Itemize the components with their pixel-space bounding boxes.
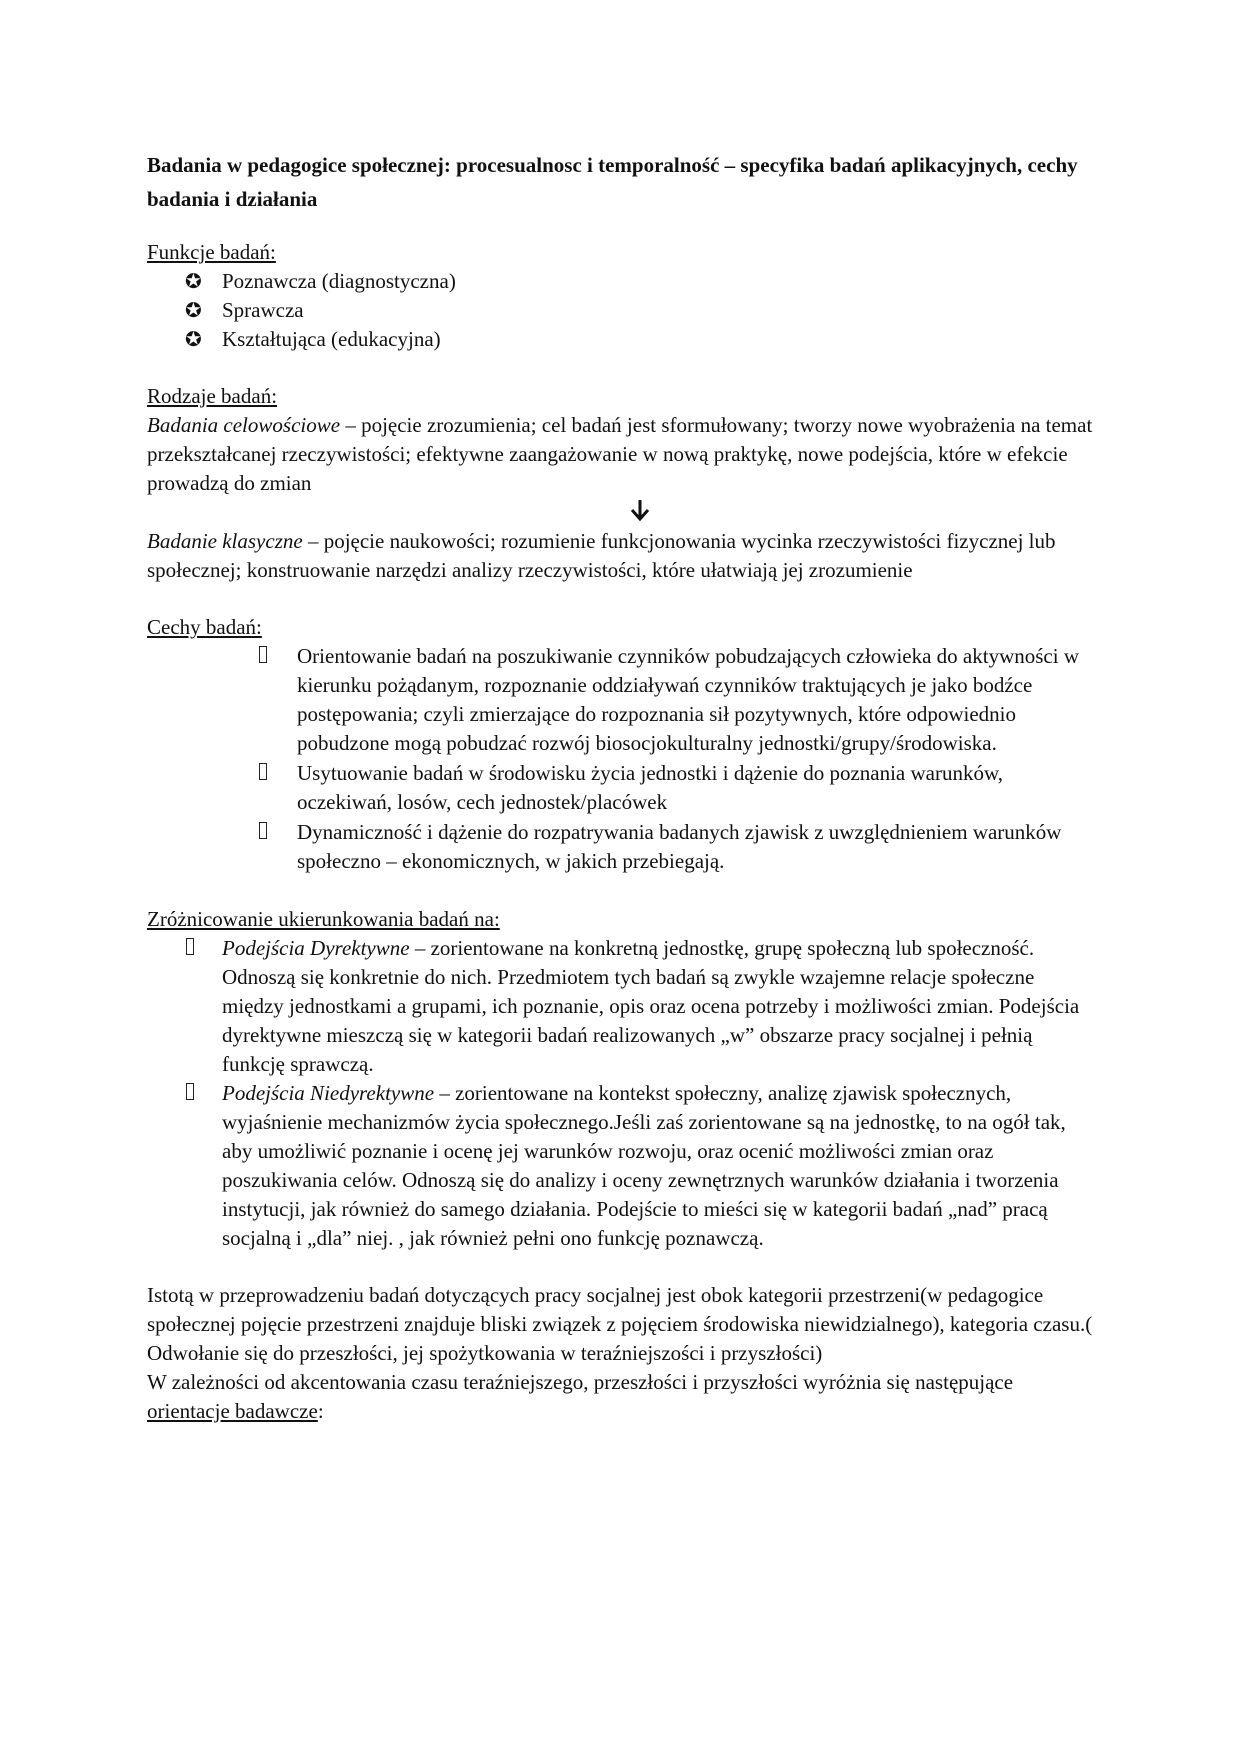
list-item [147, 818, 1097, 876]
purposeful-research-paragraph [147, 411, 1097, 498]
closing-paragraph: Istotą w przeprowadzeniu badań dotyczących pracy socjalnej jest obok kategorii przestrzeni(w pedagogice społecznej pojęcie przestrzeni znajduje bliski związek z pojęciem środowiska niewidzialnego), kategoria czasu.( Odwołanie się do przeszłości, jej spożytkowania w teraźniejszości i przyszłości) [147, 1283, 1093, 1365]
list-item [147, 267, 1097, 296]
purposeful-term: Badania celowościowe [147, 413, 341, 437]
feature-text: Usytuowanie badań w środowisku życia jednostki i dążenie do poznania warunków, oczekiwań, losów, cech jednostek/placówek [297, 761, 1004, 814]
types-heading: Rodzaje badań: [147, 384, 278, 408]
function-label: Kształtująca (edukacyjna) [222, 327, 441, 351]
list-item [147, 1079, 1097, 1253]
star-icon: ✪ [185, 269, 202, 293]
purposeful-text: – pojęcie zrozumienia; cel badań jest sformułowany; tworzy nowe wyobrażenia na temat przekształcanej rzeczywistości; efektywne zaangażowanie w nową praktykę, nowe podejścia, które w efekcie prowadzą do zmian [147, 413, 1093, 495]
features-heading: Cechy badań: [147, 615, 262, 639]
approach-text: – zorientowane na konkretną jednostkę, grupę społeczną lub społeczność. Odnoszą się konkretnie do nich. Przedmiotem tych badań są zwykle wzajemne relacje społeczne między jednostkami a grupami, ich poznanie, opis oraz ocena potrzeby i możliwości zmian. Podejścia dyrektywne mieszczą się w kategorii badań realizowanych „w” obszarze pracy socjalnej i pełnią funkcję sprawczą. [222, 936, 1080, 1076]
document-title: Badania w pedagogice społecznej: procesualnosc i temporalność – specyfika badań aplikacyjnych, cechy badania i działania [147, 153, 1078, 211]
orientation-paragraph [147, 1368, 1097, 1426]
star-icon: ✪ [185, 298, 202, 322]
approaches-list [147, 934, 1097, 1253]
list-item [147, 642, 1097, 758]
down-arrow-icon [183, 498, 1097, 527]
orientation-suffix: : [317, 1399, 324, 1423]
approach-term: Podejścia Dyrektywne [222, 936, 410, 960]
functions-list [147, 267, 1097, 354]
classic-term: Badanie klasyczne [147, 529, 303, 553]
functions-heading: Funkcje badań: [147, 240, 276, 264]
function-label: Sprawcza [222, 298, 304, 322]
box-bullet-icon [186, 1083, 194, 1100]
box-bullet-icon [259, 763, 267, 780]
box-bullet-icon [259, 822, 267, 839]
document-page [147, 148, 1097, 1426]
differentiation-heading: Zróżnicowanie ukierunkowania badań na: [147, 907, 500, 931]
approach-term: Podejścia Niedyrektywne [222, 1081, 435, 1105]
approach-text: – zorientowane na kontekst społeczny, analizę zjawisk społecznych, wyjaśnienie mechanizmów życia społecznego.Jeśli zaś zorientowane są na jednostkę, to na ogół tak, aby umożliwić poznanie i ocenę jej warunków rozwoju, oraz ocenić możliwości zmian oraz poszukiwania celów. Odnoszą się do analizy i oceny zewnętrznych warunków działania i tworzenia instytucji, jak również do samego działania. Podejście to mieści się w kategorii badań „nad” pracą socjalną i „dla” niej. , jak również pełni ono funkcję poznawczą. [222, 1081, 1066, 1250]
box-bullet-icon [259, 646, 267, 663]
list-item [147, 934, 1097, 1079]
classic-text: – pojęcie naukowości; rozumienie funkcjonowania wycinka rzeczywistości fizycznej lub społecznej; konstruowanie narzędzi analizy rzeczywistości, które ułatwiają jej zrozumienie [147, 529, 1056, 582]
orientation-term: orientacje badawcze [147, 1399, 318, 1423]
feature-text: Orientowanie badań na poszukiwanie czynników pobudzających człowieka do aktywności w kierunku pożądanym, rozpoznanie oddziaływań czynników traktujących je jako bodźce postępowania; czyli zmierzające do rozpoznania sił pozytywnych, które odpowiednio pobudzone mogą pobudzać rozwój biosocjokulturalny jednostki/grupy/środowiska. [297, 644, 1079, 755]
star-icon: ✪ [185, 327, 202, 351]
list-item [147, 325, 1097, 354]
box-bullet-icon [186, 938, 194, 955]
list-item [147, 296, 1097, 325]
list-item [147, 759, 1097, 817]
function-label: Poznawcza (diagnostyczna) [222, 269, 456, 293]
orientation-prefix: W zależności od akcentowania czasu teraźniejszego, przeszłości i przyszłości wyróżnia się następujące [147, 1370, 1014, 1394]
classic-research-paragraph [147, 527, 1097, 585]
feature-text: Dynamiczność i dążenie do rozpatrywania badanych zjawisk z uwzględnieniem warunków społeczno – ekonomicznych, w jakich przebiegają. [297, 820, 1062, 873]
features-list [147, 642, 1097, 876]
